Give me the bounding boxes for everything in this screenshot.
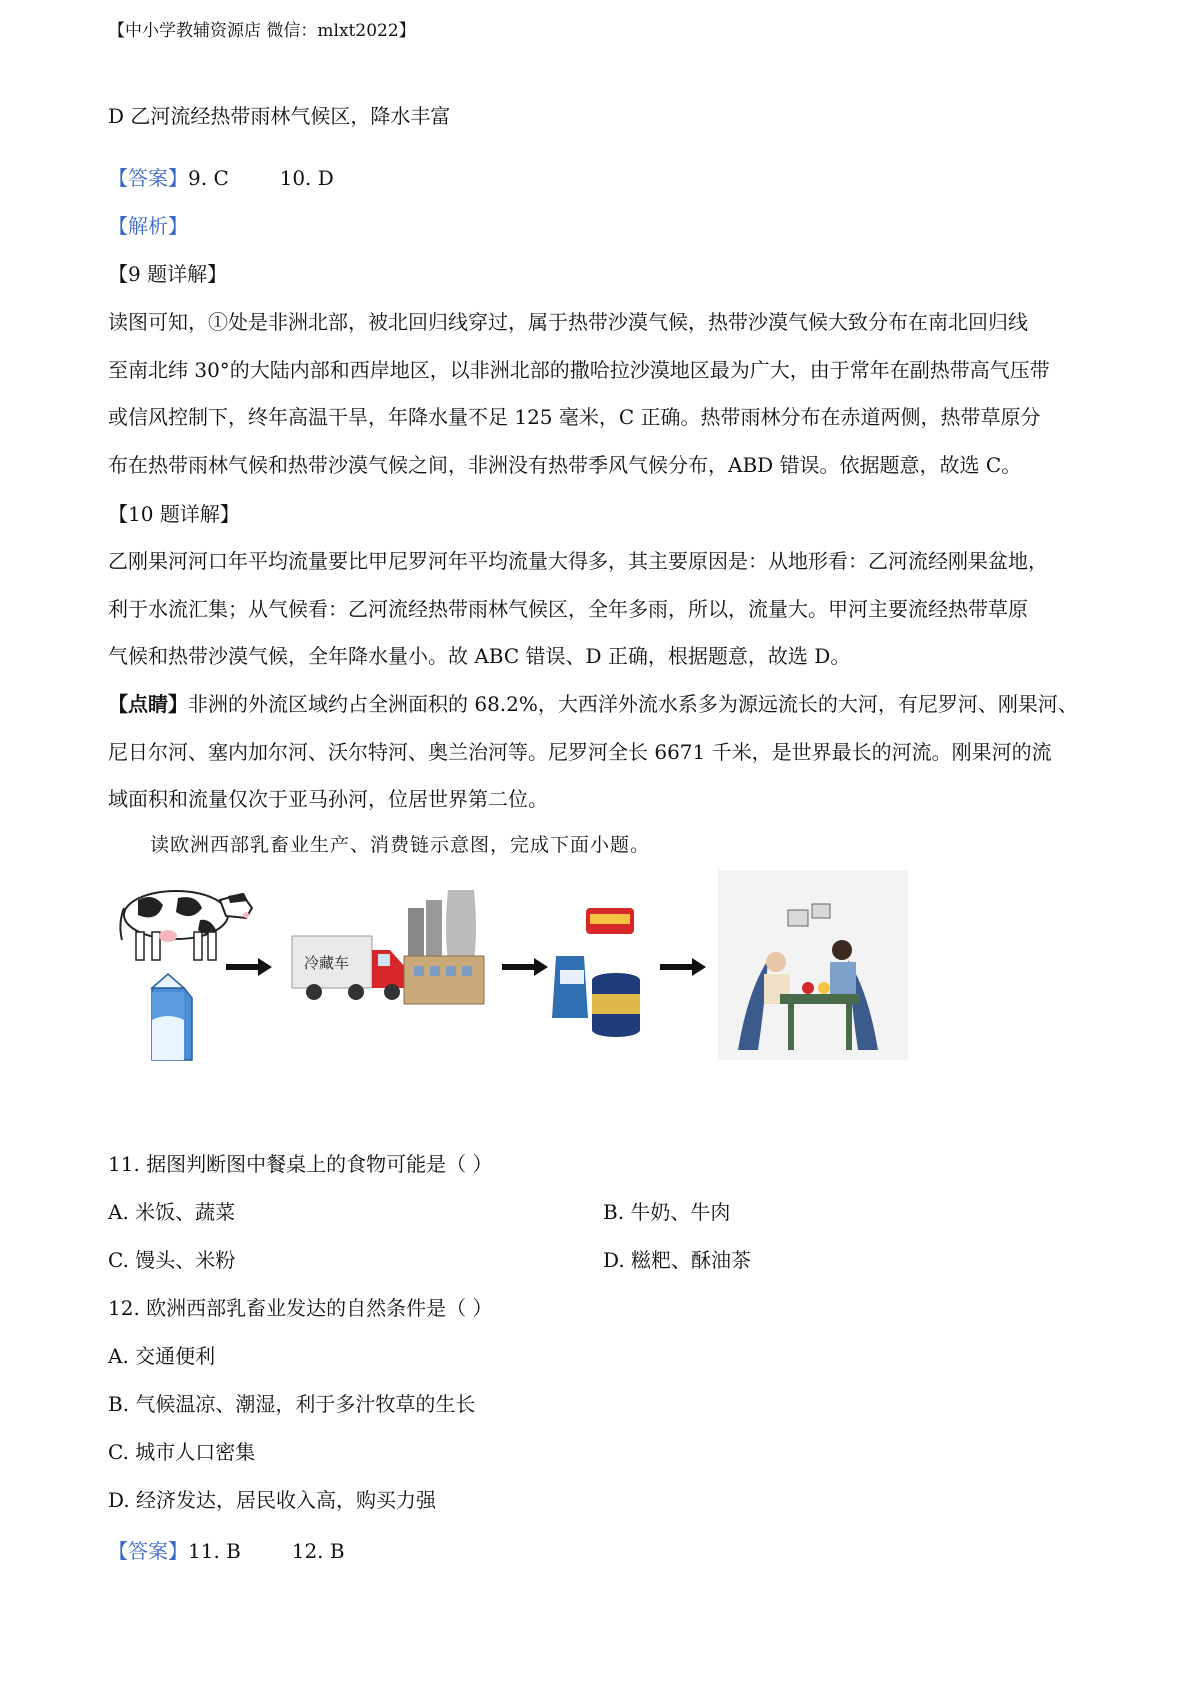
- q10-line: 利于水流汇集；从气候看：乙河流经热带雨林气候区，全年多雨，所以，流量大。甲河主要流经热带草原: [108, 596, 1028, 621]
- q12-option-d[interactable]: D. 经济发达，居民收入高，购买力强: [108, 1488, 437, 1512]
- dianjing-line: 非洲的外流区域约占全洲面积的 68.2%，大西洋外流水系多为源远流长的大河，有尼罗河、刚果河、: [188, 692, 1078, 716]
- answer-label: 【答案】: [108, 1539, 188, 1563]
- q10-title: 【10 题详解】: [108, 502, 240, 526]
- milk-carton-icon: [152, 974, 192, 1060]
- dining-scene-icon: [718, 870, 908, 1060]
- answer-block-2: [108, 1527, 345, 1575]
- dairy-products-icon: [552, 908, 640, 1037]
- q10-line: 气候和热带沙漠气候，全年降水量小。故 ABC 错误、D 正确，根据题意，故选 D。: [108, 644, 851, 668]
- q12-option-a[interactable]: A. 交通便利: [108, 1344, 216, 1368]
- dairy-chain-figure: [108, 870, 958, 1085]
- arrow-right-icon: [502, 958, 548, 976]
- dairy-chain-illustration: [108, 870, 958, 1085]
- q12-option-b[interactable]: B. 气候温凉、潮湿，利于多汁牧草的生长: [108, 1392, 476, 1416]
- q9-line: 或信风控制下，终年高温干旱，年降水量不足 125 毫米，C 正确。热带雨林分布在赤道两侧，热带草原分: [108, 405, 1041, 429]
- arrow-right-icon: [226, 958, 272, 976]
- dianjing-line: 域面积和流量仅次于亚马孙河，位居世界第二位。: [108, 787, 548, 811]
- q11-option-b[interactable]: B. 牛奶、牛肉: [603, 1200, 731, 1224]
- q11-option-d[interactable]: D. 糍粑、酥油茶: [603, 1248, 752, 1272]
- q9-line: 读图可知，①处是非洲北部，被北回归线穿过，属于热带沙漠气候，热带沙漠气候大致分布在南北回归线: [108, 310, 1028, 334]
- figure-caption: 读欧洲西部乳畜业生产、消费链示意图，完成下面小题。: [150, 834, 651, 856]
- q9-explanation: [108, 299, 1098, 489]
- prev-option-d: D 乙河流经热带雨林气候区，降水丰富: [108, 104, 451, 128]
- q9-line: 至南北纬 30°的大陆内部和西岸地区，以非洲北部的撒哈拉沙漠地区最为广大，由于常年在副热带高气压带: [108, 357, 1050, 382]
- q9-title: 【9 题详解】: [108, 262, 228, 286]
- q11-option-a[interactable]: A. 米饭、蔬菜: [108, 1200, 236, 1224]
- q11-option-c[interactable]: C. 馒头、米粉: [108, 1248, 236, 1272]
- dianjing-block: [108, 681, 1098, 824]
- truck-label: 冷藏车: [304, 954, 350, 972]
- answer-text: 11. B 12. B: [188, 1539, 345, 1563]
- q12-option-c[interactable]: C. 城市人口密集: [108, 1440, 256, 1464]
- analysis-label: 【解析】: [108, 214, 188, 238]
- arrow-right-icon: [660, 958, 706, 976]
- q10-explanation: [108, 538, 1098, 681]
- dianjing-line: 尼日尔河、塞内加尔河、沃尔特河、奥兰治河等。尼罗河全长 6671 千米，是世界最长的河流。刚果河的流: [108, 739, 1052, 764]
- q10-line: 乙刚果河河口年平均流量要比甲尼罗河年平均流量大得多，其主要原因是：从地形看：乙河流经刚果盆地，: [108, 549, 1048, 573]
- answer-block-1: [108, 154, 334, 202]
- cow-icon: [120, 891, 252, 960]
- refrigerated-truck-icon: [292, 936, 406, 1000]
- q9-line: 布在热带雨林气候和热带沙漠气候之间，非洲没有热带季风气候分布，ABD 错误。依据题意，故选 C。: [108, 452, 1022, 477]
- q11-stem: 11. 据图判断图中餐桌上的食物可能是（ ）: [108, 1152, 493, 1176]
- dianjing-label: 【点睛】: [108, 692, 188, 716]
- answer-label: 【答案】: [108, 166, 188, 190]
- answer-text: 9. C 10. D: [188, 166, 334, 190]
- q12-stem: 12. 欧洲西部乳畜业发达的自然条件是（ ）: [108, 1296, 493, 1320]
- header-watermark: 【中小学教辅资源店 微信：mlxt2022】: [108, 21, 416, 41]
- factory-icon: [404, 890, 484, 1004]
